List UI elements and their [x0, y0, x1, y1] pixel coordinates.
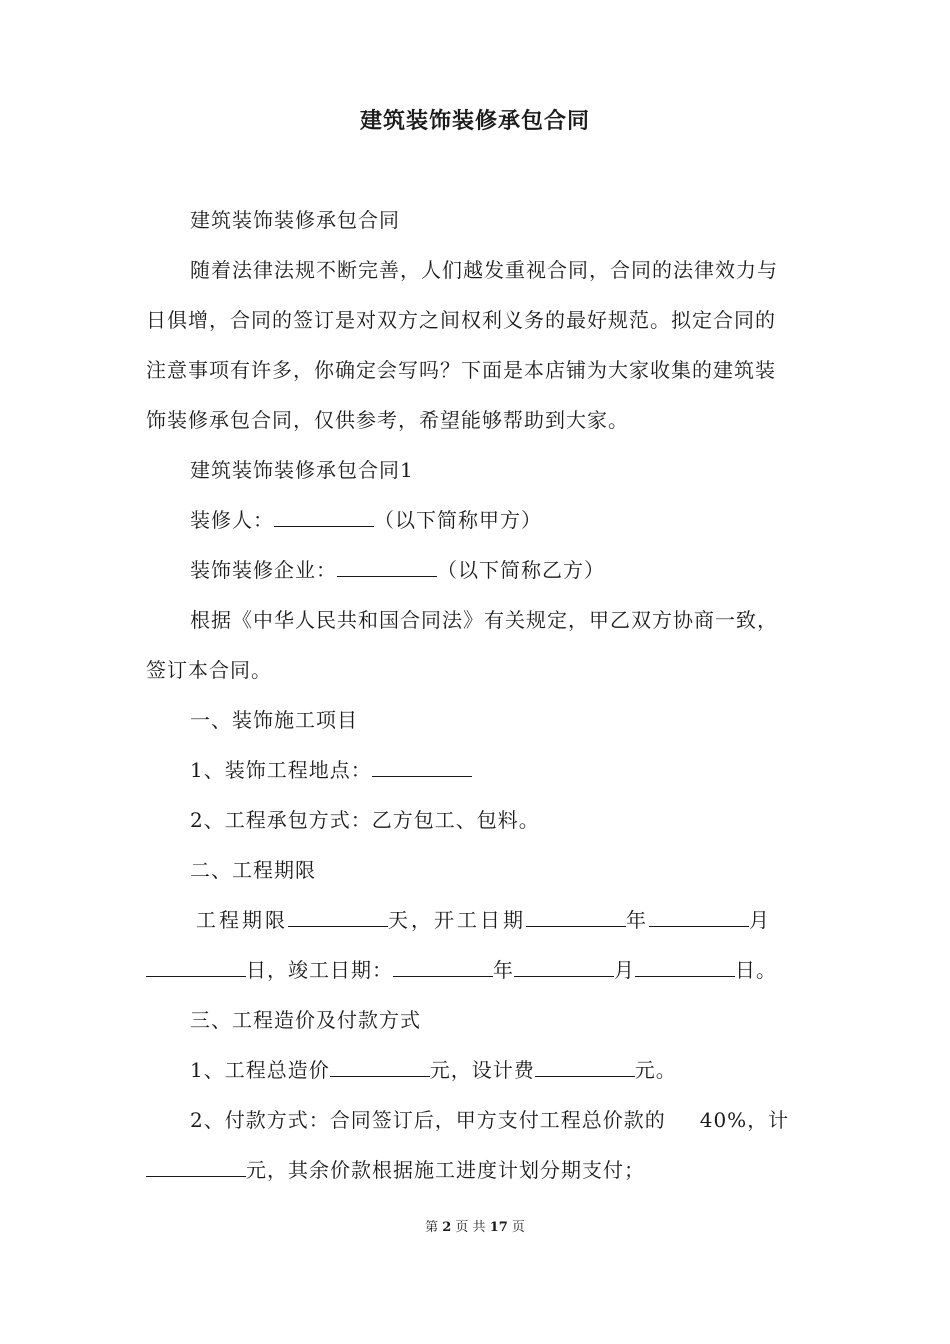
location-blank	[372, 756, 472, 777]
end-year-blank	[393, 956, 493, 977]
payment-method-text: 2、付款方式：合同签订后，甲方支付工程总价款的	[190, 1108, 666, 1132]
basis-line-1: 根据《中华人民共和国合同法》有关规定，甲乙双方协商一致，	[190, 608, 778, 632]
item-3-1	[190, 1056, 677, 1084]
party-a-note: （以下简称甲方）	[374, 508, 542, 532]
page-title: 建筑装饰装修承包合同	[359, 109, 590, 134]
footer-prefix: 第	[425, 1220, 439, 1235]
party-a-label: 装修人：	[190, 508, 274, 532]
contract-heading: 建筑装饰装修承包合同1	[190, 458, 414, 482]
footer-total-pages: 17	[489, 1220, 508, 1235]
party-b-note: （以下简称乙方）	[437, 558, 605, 582]
end-month-blank	[514, 956, 614, 977]
basis-line-2: 签订本合同。	[146, 658, 272, 682]
period-line-2	[146, 956, 777, 984]
party-a-line	[190, 506, 542, 534]
payment-percent: 40%，计	[699, 1108, 790, 1132]
intro-line-3: 注意事项有许多，你确定会写吗？下面是本店铺为大家收集的建筑装	[146, 358, 776, 382]
party-b-label: 装饰装修企业：	[190, 558, 337, 582]
party-a-blank	[274, 506, 374, 527]
item-3-2-line-2	[146, 1156, 645, 1184]
item-1-2: 2、工程承包方式：乙方包工、包料。	[190, 808, 540, 832]
section-2-heading: 二、工程期限	[190, 858, 316, 882]
intro-line-4: 饰装修承包合同，仅供参考，希望能够帮助到大家。	[146, 408, 629, 432]
intro-line-1: 随着法律法规不断完善，人们越发重视合同，合同的法律效力与	[190, 258, 778, 282]
start-year-unit: 年	[626, 908, 649, 932]
total-cost-label: 1、工程总造价	[190, 1058, 330, 1082]
footer-page-number: 2	[442, 1220, 452, 1235]
page-footer	[0, 1216, 950, 1235]
end-date-label: 日，竣工日期：	[246, 958, 393, 982]
footer-suffix: 页	[511, 1220, 525, 1235]
end-year-unit: 年	[493, 958, 514, 982]
item-1-1-label: 1、装饰工程地点：	[190, 758, 372, 782]
design-fee-unit: 元。	[634, 1058, 677, 1082]
start-month-unit: 月	[749, 908, 772, 932]
design-fee-blank	[535, 1056, 635, 1077]
remaining-payment-text: 元，其余价款根据施工进度计划分期支付；	[246, 1158, 645, 1182]
start-date-label: 天，开工日期	[388, 908, 526, 932]
party-b-blank	[337, 556, 437, 577]
item-3-2-line-1	[190, 1106, 789, 1134]
period-line-1	[196, 906, 772, 934]
section-3-heading: 三、工程造价及付款方式	[190, 1008, 421, 1032]
doc-subtitle: 建筑装饰装修承包合同	[190, 208, 400, 232]
footer-middle: 页 共	[455, 1220, 486, 1235]
section-1-heading: 一、装饰施工项目	[190, 708, 358, 732]
days-blank	[288, 906, 388, 927]
start-day-blank	[146, 956, 246, 977]
party-b-line	[190, 556, 605, 584]
intro-line-2: 日俱增，合同的签订是对双方之间权利义务的最好规范。拟定合同的	[146, 308, 776, 332]
period-label: 工程期限	[196, 908, 288, 932]
end-month-unit: 月	[614, 958, 635, 982]
start-month-blank	[649, 906, 749, 927]
end-day-unit: 日。	[735, 958, 777, 982]
end-day-blank	[635, 956, 735, 977]
design-fee-label: 元，设计费	[429, 1058, 535, 1082]
start-year-blank	[526, 906, 626, 927]
item-1-1	[190, 756, 472, 784]
total-cost-blank	[330, 1056, 430, 1077]
first-payment-blank	[146, 1156, 246, 1177]
